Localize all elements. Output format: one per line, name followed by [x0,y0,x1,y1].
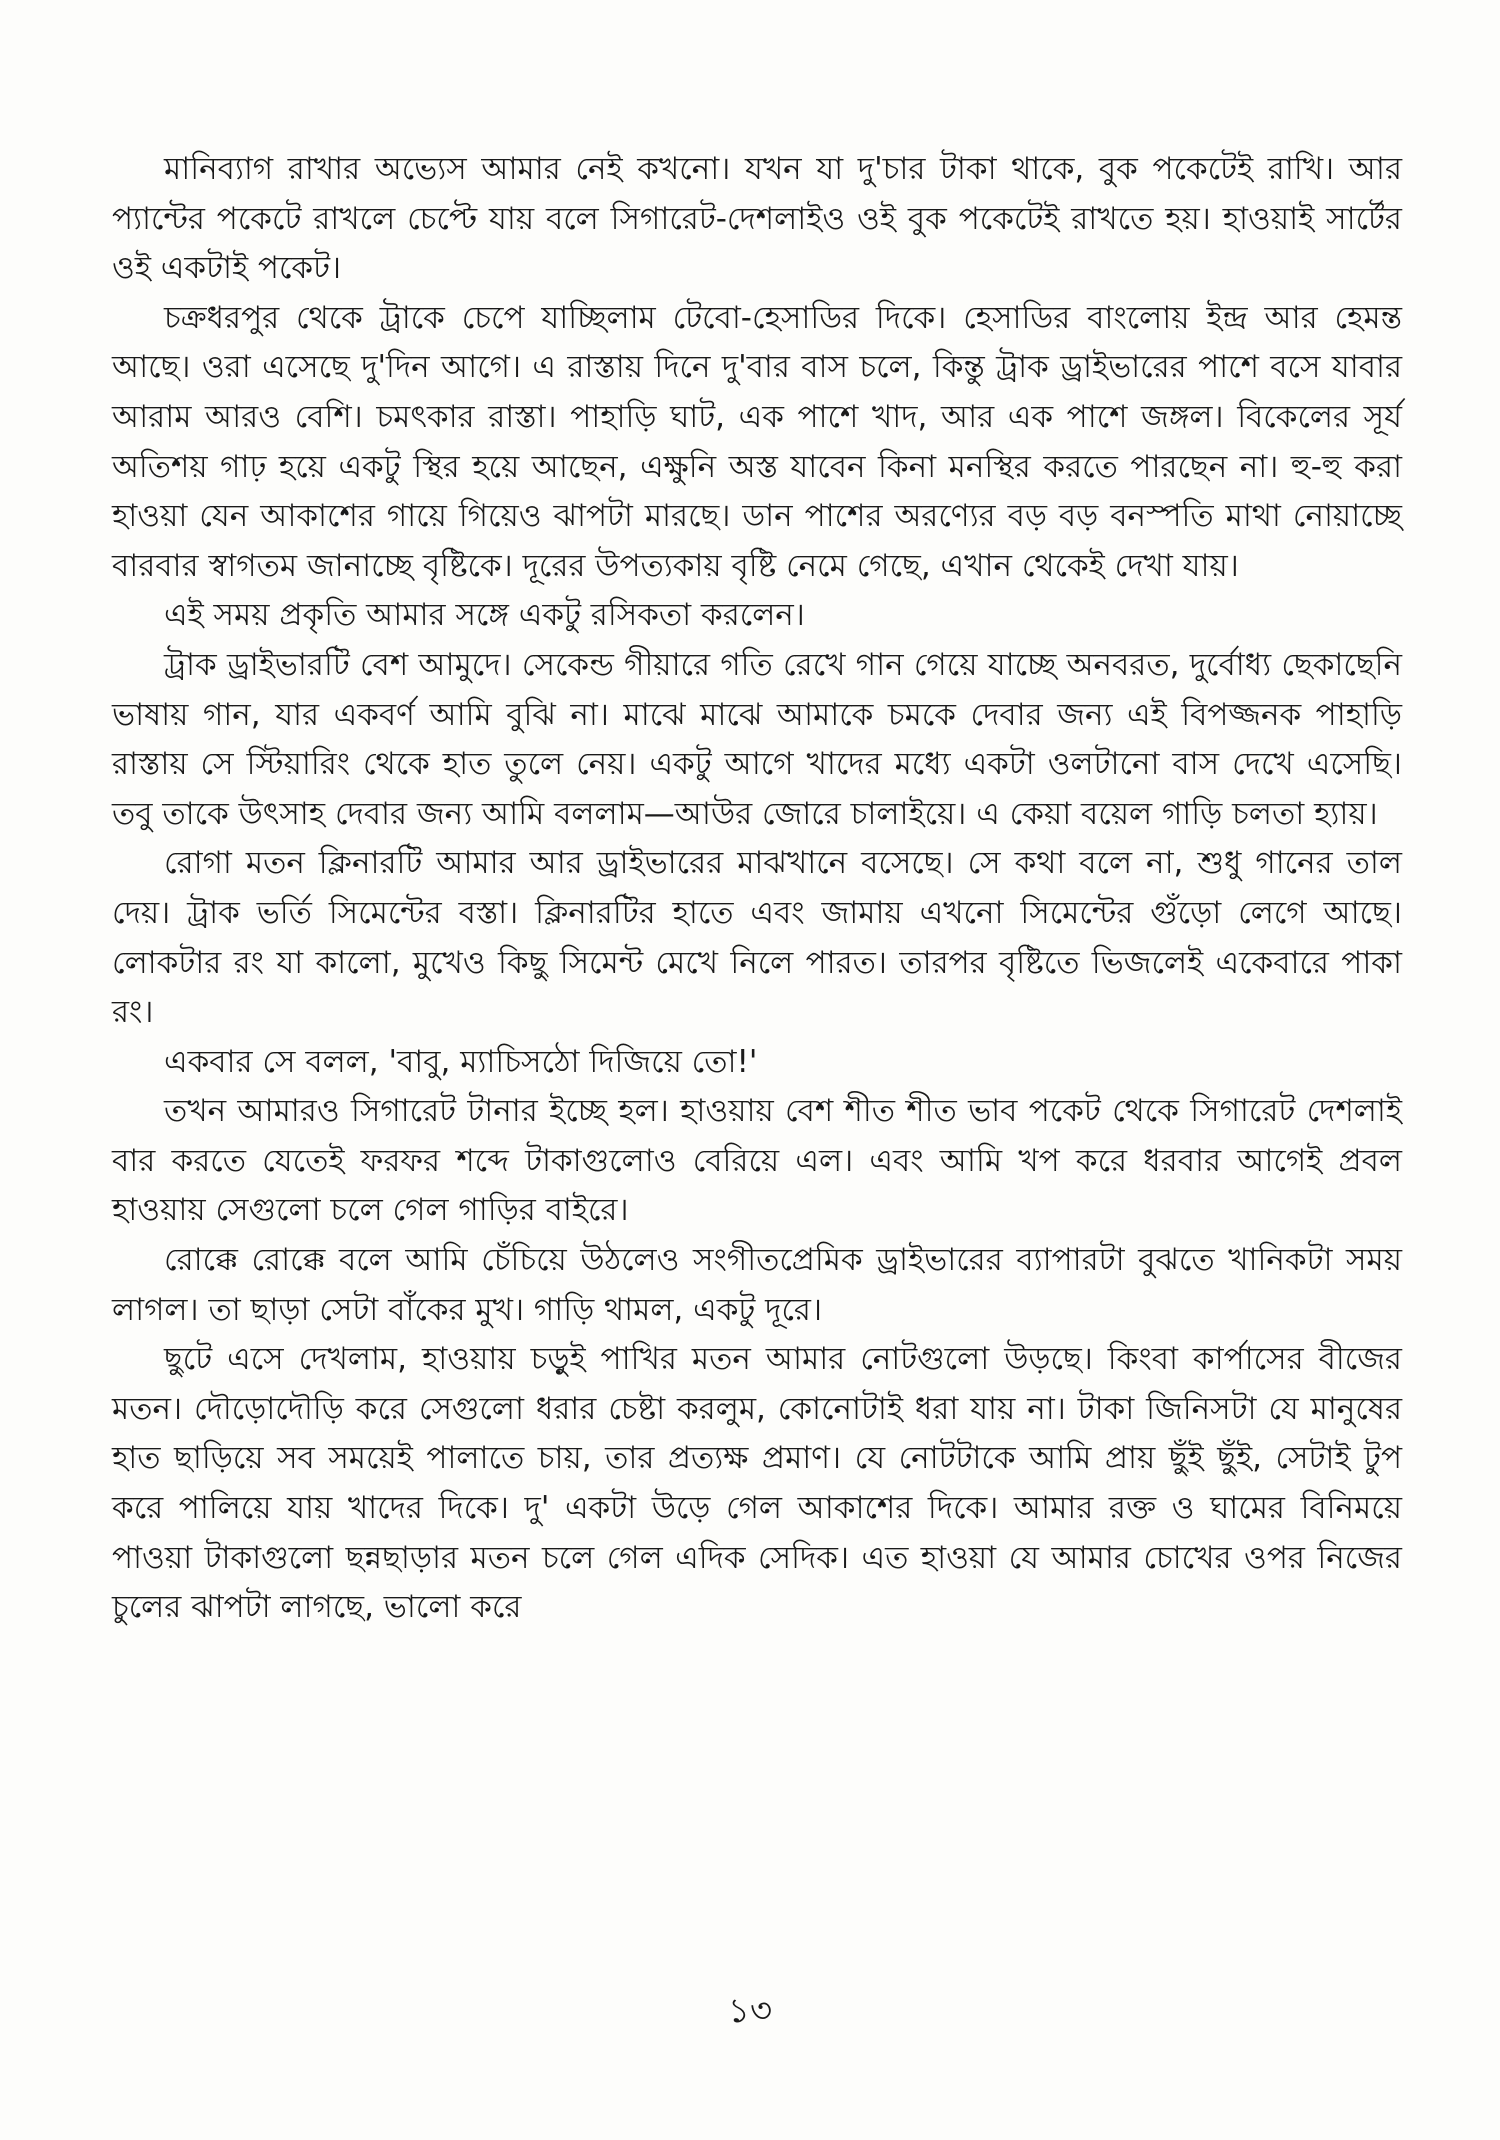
paragraph: ছুটে এসে দেখলাম, হাওয়ায় চড়ুই পাখির মতন আমার নোটগুলো উড়ছে। কিংবা কার্পাসের বীজের মতন। দৌড়োদৌড়ি করে সেগুলো ধরার চেষ্টা করলুম, কোনোটাই ধরা যায় না। টাকা জিনিসটা যে মানুষের হাত ছাড়িয়ে সব সময়েই পালাতে চায়, তার প্রত্যক্ষ প্রমাণ। যে নোটটাকে আমি প্রায় ছুঁই ছুঁই, সেটাই টুপ করে পালিয়ে যায় খাদের দিকে। দু' একটা উড়ে গেল আকাশের দিকে। আমার রক্ত ও ঘামের বিনিময়ে পাওয়া টাকাগুলো ছন্নছাড়ার মতন চলে গেল এদিক সেদিক। এত হাওয়া যে আমার চোখের ওপর নিজের চুলের ঝাপটা লাগছে, ভালো করে [112,1341,1402,1626]
paragraph: মানিব্যাগ রাখার অভ্যেস আমার নেই কখনো। যখন যা দু'চার টাকা থাকে, বুক পকেটেই রাখি। আর প্যান্টের পকেটে রাখলে চেপ্টে যায় বলে সিগারেট-দেশলাইও ওই বুক পকেটেই রাখতে হয়। হাওয়াই সার্টের ওই একটাই পকেট। [112,151,1402,287]
paragraph: এই সময় প্রকৃতি আমার সঙ্গে একটু রসিকতা করলেন। [164,597,805,634]
body-text [112,145,1402,1633]
paragraph: চক্রধরপুর থেকে ট্রাকে চেপে যাচ্ছিলাম টেবো-হেসাডির দিকে। হেসাডির বাংলোয় ইন্দ্র আর হেমন্ত আছে। ওরা এসেছে দু'দিন আগে। এ রাস্তায় দিনে দু'বার বাস চলে, কিন্তু ট্রাক ড্রাইভারের পাশে বসে যাবার আরাম আরও বেশি। চমৎকার রাস্তা। পাহাড়ি ঘাট, এক পাশে খাদ, আর এক পাশে জঙ্গল। বিকেলের সূর্য অতিশয় গাঢ় হয়ে একটু স্থির হয়ে আছেন, এক্ষুনি অস্ত যাবেন কিনা মনস্থির করতে পারছেন না। হু-হু করা হাওয়া যেন আকাশের গায়ে গিয়েও ঝাপটা মারছে। ডান পাশের অরণ্যের বড় বড় বনস্পতি মাথা নোয়াচ্ছে বারবার স্বাগতম জানাচ্ছে বৃষ্টিকে। দূরের উপত্যকায় বৃষ্টি নেমে গেছে, এখান থেকেই দেখা যায়। [112,299,1402,584]
paragraph: তখন আমারও সিগারেট টানার ইচ্ছে হল। হাওয়ায় বেশ শীত শীত ভাব পকেট থেকে সিগারেট দেশলাই বার করতে যেতেই ফরফর শব্দে টাকাগুলোও বেরিয়ে এল। এবং আমি খপ করে ধরবার আগেই প্রবল হাওয়ায় সেগুলো চলে গেল গাড়ির বাইরে। [112,1093,1402,1229]
paragraph: রোক্কে রোক্কে বলে আমি চেঁচিয়ে উঠলেও সংগীতপ্রেমিক ড্রাইভারের ব্যাপারটা বুঝতে খানিকটা সময় লাগল। তা ছাড়া সেটা বাঁকের মুখ। গাড়ি থামল, একটু দূরে। [112,1242,1402,1328]
paragraph: ট্রাক ড্রাইভারটি বেশ আমুদে। সেকেন্ড গীয়ারে গতি রেখে গান গেয়ে যাচ্ছে অনবরত, দুর্বোধ্য ছেকাছেনি ভাষায় গান, যার একবর্ণ আমি বুঝি না। মাঝে মাঝে আমাকে চমকে দেবার জন্য এই বিপজ্জনক পাহাড়ি রাস্তায় সে স্টিয়ারিং থেকে হাত তুলে নেয়। একটু আগে খাদের মধ্যে একটা ওলটানো বাস দেখে এসেছি। তবু তাকে উৎসাহ দেবার জন্য আমি বললাম—আউর জোরে চালাইয়ে। এ কেয়া বয়েল গাড়ি চলতা হ্যায়। [112,646,1402,832]
page-number: ১৩ [727,1991,773,2031]
paragraph: একবার সে বলল, 'বাবু, ম্যাচিসঠো দিজিয়ে তো!' [164,1043,758,1080]
paragraph: রোগা মতন ক্লিনারটি আমার আর ড্রাইভারের মাঝখানে বসেছে। সে কথা বলে না, শুধু গানের তাল দেয়। ট্রাক ভর্তি সিমেন্টের বস্তা। ক্লিনারটির হাতে এবং জামায় এখনো সিমেন্টের গুঁড়ো লেগে আছে। লোকটার রং যা কালো, মুখেও কিছু সিমেন্ট মেখে নিলে পারত। তারপর বৃষ্টিতে ভিজলেই একেবারে পাকা রং। [112,845,1402,1031]
